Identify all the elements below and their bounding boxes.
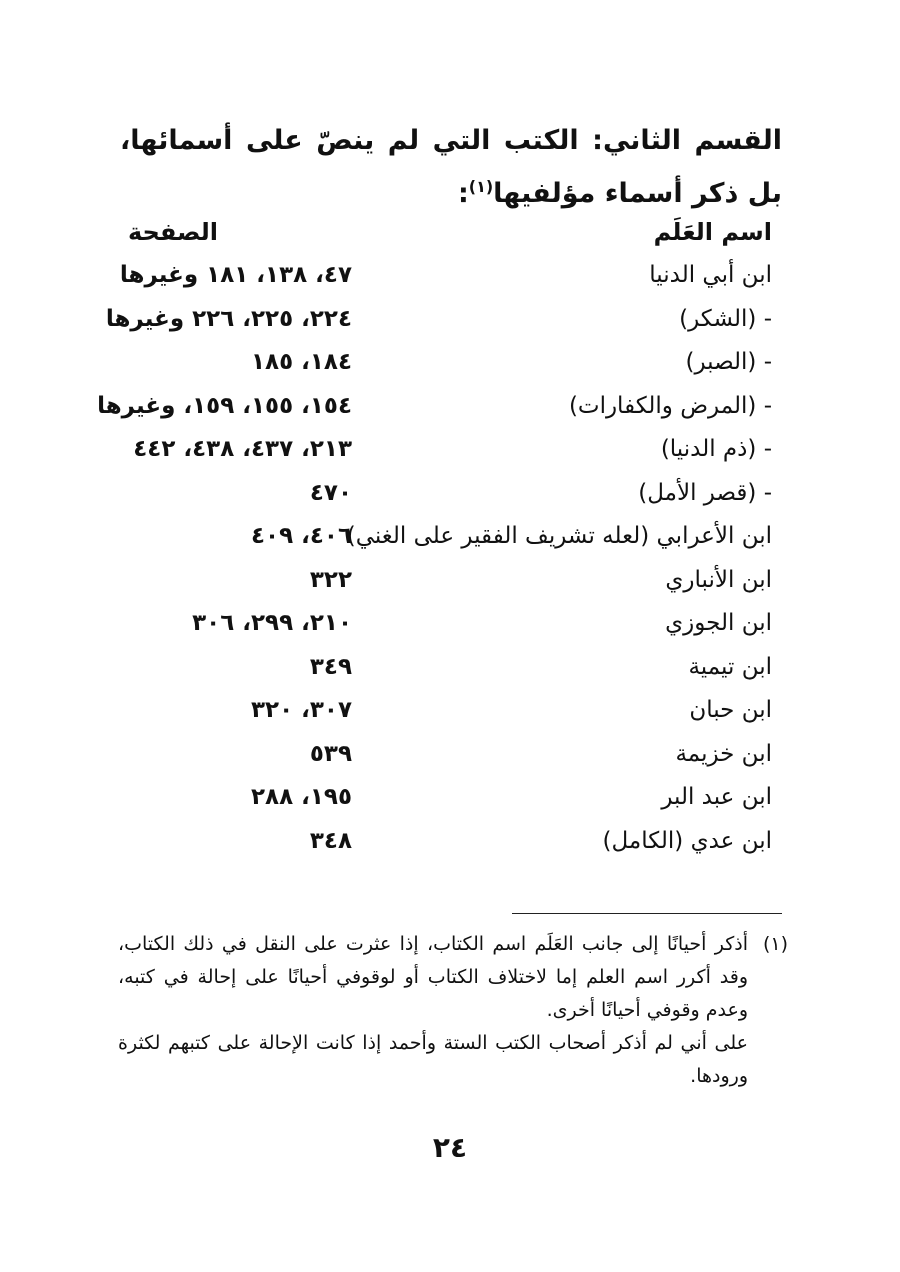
person-name: ابن تيمية bbox=[688, 653, 772, 680]
footnote-reference[interactable]: (١) bbox=[468, 177, 494, 196]
page-references: ١٨٤، ١٨٥ bbox=[251, 349, 352, 375]
footnote-paragraph-1: أذكر أحيانًا إلى جانب العَلَم اسم الكتاب، إذا عثرت على النقل في ذلك الكتاب، وقد أكرر اسم العلم إما لاختلاف الكتاب أو لوقوفي أحيانًا على إحالة في كتبه، وعدم وقوفي أحيانًا أخرى. bbox=[118, 933, 748, 1021]
section-heading-text: القسم الثاني: الكتب التي لم ينصّ على أسمائها، بل ذكر أسماء مؤلفيها bbox=[120, 125, 782, 209]
person-name: - (المرض والكفارات) bbox=[568, 392, 772, 419]
page-column-header: الصفحة bbox=[128, 218, 219, 246]
page-references: ٤٠٦، ٤٠٩ bbox=[251, 523, 352, 549]
page-references: ٣٠٧، ٣٢٠ bbox=[251, 697, 352, 723]
index-row bbox=[0, 429, 900, 473]
index-row bbox=[0, 734, 900, 778]
page-references: ٢١٣، ٤٣٧، ٤٣٨، ٤٤٢ bbox=[133, 436, 352, 462]
page-references: ٢١٠، ٢٩٩، ٣٠٦ bbox=[192, 610, 352, 636]
footnote-paragraph-2: على أني لم أذكر أصحاب الكتب الستة وأحمد إذا كانت الإحالة على كتبهم لكثرة ورودها. bbox=[118, 1032, 748, 1087]
page-references: ٢٢٤، ٢٢٥، ٢٢٦ وغيرها bbox=[105, 305, 352, 332]
person-name: ابن عبد البر bbox=[661, 784, 772, 810]
index-row bbox=[0, 777, 900, 821]
index-row bbox=[0, 473, 900, 517]
footnote bbox=[118, 928, 788, 1093]
page-references: ٣٤٨ bbox=[309, 827, 352, 854]
name-column-header: اسم العَلَم bbox=[653, 218, 772, 246]
footnote-body bbox=[118, 928, 748, 1093]
index-row bbox=[0, 821, 900, 865]
index-row bbox=[0, 516, 900, 560]
index-row bbox=[0, 603, 900, 647]
section-heading bbox=[120, 118, 782, 217]
page-references: ٤٧، ١٣٨، ١٨١ وغيرها bbox=[119, 262, 352, 288]
person-name: ابن أبي الدنيا bbox=[649, 262, 772, 288]
page-references: ٣٤٩ bbox=[309, 653, 352, 680]
page-references: ١٩٥، ٢٨٨ bbox=[251, 784, 352, 810]
index-row bbox=[0, 255, 900, 299]
person-name: ابن حبان bbox=[689, 697, 772, 723]
index-row bbox=[0, 299, 900, 343]
page-references: ١٥٤، ١٥٥، ١٥٩، وغيرها bbox=[97, 392, 352, 419]
person-name: ابن خزيمة bbox=[675, 740, 772, 767]
footnote-separator bbox=[512, 913, 782, 914]
person-name: - (الصبر) bbox=[685, 349, 772, 375]
person-name: ابن الأنباري bbox=[665, 566, 772, 593]
index-row bbox=[0, 647, 900, 691]
index-row bbox=[0, 690, 900, 734]
page-references: ٤٧٠ bbox=[309, 479, 352, 506]
person-name: - (الشكر) bbox=[679, 305, 772, 332]
person-name: ابن الأعرابي (لعله تشريف الفقير على الغني) bbox=[346, 523, 772, 549]
person-name: ابن عدي (الكامل) bbox=[602, 827, 772, 854]
index-row bbox=[0, 560, 900, 604]
index-row bbox=[0, 386, 900, 430]
heading-colon: : bbox=[457, 178, 469, 209]
index-row bbox=[0, 342, 900, 386]
page-number: ٢٤ bbox=[432, 1131, 468, 1164]
person-name: ابن الجوزي bbox=[665, 610, 772, 636]
person-name: - (قصر الأمل) bbox=[638, 479, 772, 506]
page-references: ٥٣٩ bbox=[309, 740, 352, 767]
person-name: - (ذم الدنيا) bbox=[660, 436, 772, 462]
index-table bbox=[0, 255, 900, 864]
footnote-number: (١) bbox=[762, 933, 788, 955]
page-references: ٣٢٢ bbox=[309, 566, 352, 593]
